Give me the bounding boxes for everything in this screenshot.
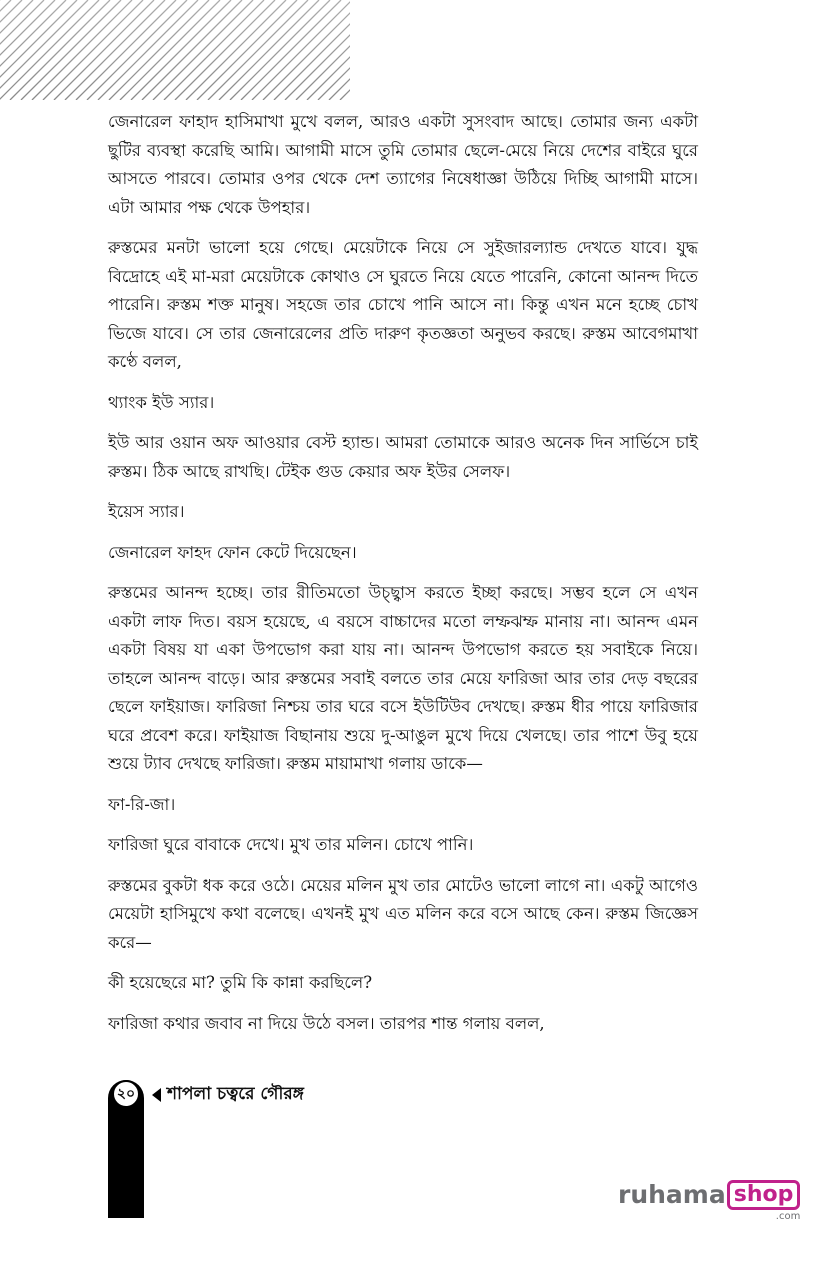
- paragraph: ফা-রি-জা।: [108, 794, 176, 814]
- paragraph: রুস্তমের আনন্দ হচ্ছে। তার রীতিমতো উচ্ছ্বাস করতে ইচ্ছা করছে। সম্ভব হলে সে এখন একটা লাফ দিত। বয়স হয়েছে, এ বয়সে বাচ্চাদের মতো লম্ফঝম্ফ মানায় না। আনন্দ এমন একটা বিষয় যা একা উপভোগ করা যায় না। আনন্দ উপভোগ করতে হয় সবাইকে নিয়ে। তাহলে আনন্দ বাড়ে। আর রুস্তমের সবাই বলতে তার মেয়ে ফারিজা আর তার দেড় বছরের ছেলে ফাইয়াজ। ফারিজা নিশ্চয় তার ঘরে বসে ইউটিউব দেখছে। রুস্তম ধীর পায়ে ফারিজার ঘরে প্রবেশ করে। ফাইয়াজ বিছানায় শুয়ে দু-আঙুল মুখে দিয়ে খেলছে। তার পাশে উবু হয়ে শুয়ে ট্যাব দেখছে ফারিজা। রুস্তম মায়ামাখা গলায় ডাকে—: [108, 583, 698, 773]
- hatch-line: [10, 0, 110, 100]
- paragraph: জেনারেল ফাহদ ফোন কেটে দিয়েছেন।: [108, 542, 357, 562]
- hatch-line: [54, 0, 154, 100]
- watermark-box: [727, 1180, 801, 1222]
- watermark-text: ruhama: [618, 1180, 726, 1209]
- hatch-line: [43, 0, 143, 100]
- paragraph: জেনারেল ফাহাদ হাসিমাখা মুখে বলল, আরও একটা সুসংবাদ আছে। তোমার জন্য একটা ছুটির ব্যবস্থা করেছি আমি। আগামী মাসে তুমি তোমার ছেলে-মেয়ে নিয়ে দেশের বাইরে ঘুরে আসতে পারবে। তোমার ওপর থেকে দেশ ত্যাগের নিষেধাজ্ঞা উঠিয়ে দিচ্ছি আগামী মাসে। এটা আমার পক্ষ থেকে উপহার।: [108, 112, 698, 217]
- paragraph: ফারিজা ঘুরে বাবাকে দেখে। মুখ তার মলিন। চোখে পানি।: [108, 835, 474, 854]
- book-title: শাপলা চত্বরে গৌরঙ্গ: [167, 1084, 304, 1104]
- paragraph: ইয়েস স্যার।: [108, 502, 185, 521]
- hatch-line: [0, 0, 99, 100]
- running-head: [152, 1081, 304, 1109]
- hatch-line: [186, 0, 286, 100]
- hatch-line: [153, 0, 253, 100]
- hatch-line: [230, 0, 330, 100]
- hatch-line: [120, 0, 220, 100]
- hatch-line: [65, 0, 165, 100]
- hatch-line: [87, 0, 187, 100]
- hatch-line: [274, 0, 350, 100]
- paragraph: ইউ আর ওয়ান অফ আওয়ার বেস্ট হ্যান্ড। আমরা তোমাকে আরও অনেক দিন সার্ভিসে চাই রুস্তম। ঠিক আছে রাখছি। টেইক গুড কেয়ার অফ ইউর সেলফ।: [108, 433, 698, 481]
- hatch-line: [131, 0, 231, 100]
- left-arrow-icon: [152, 1088, 161, 1102]
- hatch-line: [21, 0, 121, 100]
- hatch-line: [285, 0, 350, 100]
- watermark-domain: .com: [775, 1211, 801, 1222]
- hatch-line: [197, 0, 297, 100]
- paragraph: কী হয়েছেরে মা? তুমি কি কান্না করছিলে?: [108, 973, 373, 992]
- hatch-line: [98, 0, 198, 100]
- page-number: ২০: [112, 1080, 140, 1108]
- hatch-line: [0, 0, 66, 100]
- hatch-line: [32, 0, 132, 100]
- paragraph: ফারিজা কথার জবাব না দিয়ে উঠে বসল। তারপর শান্ত গলায় বলল,: [108, 1013, 545, 1033]
- paragraph: থ্যাংক ইউ স্যার।: [108, 392, 215, 412]
- diagonal-hatch-decoration: [0, 0, 350, 100]
- hatch-line: [208, 0, 308, 100]
- watermark-logo: [618, 1180, 800, 1222]
- hatch-line: [241, 0, 341, 100]
- paragraph: রুস্তমের বুকটা ধক করে ওঠে। মেয়ের মলিন মুখ তার মোটেও ভালো লাগে না। একটু আগেও মেয়েটা হাসিমুখে কথা বলেছে। এখনই মুখ এত মলিন করে বসে আছে কেন। রুস্তম জিজ্ঞেস করে—: [108, 875, 698, 952]
- hatch-line: [175, 0, 275, 100]
- hatch-line: [219, 0, 319, 100]
- hatch-line: [109, 0, 209, 100]
- hatch-line: [76, 0, 176, 100]
- paragraph: রুস্তমের মনটা ভালো হয়ে গেছে। মেয়েটাকে নিয়ে সে সুইজারল্যান্ড দেখতে যাবে। যুদ্ধ বিদ্রোহে এই মা-মরা মেয়েটাকে কোথাও সে ঘুরতে নিয়ে যেতে পারেনি, কোনো আনন্দ দিতে পারেনি। রুস্তম শক্ত মানুষ। সহজে তার চোখে পানি আসে না। কিন্তু এখন মনে হচ্ছে চোখ ভিজে যাবে। সে তার জেনারেলের প্রতি দারুণ কৃতজ্ঞতা অনুভব করছে। রুস্তম আবেগমাখা কণ্ঠে বলল,: [108, 238, 698, 371]
- watermark-highlight: shop: [727, 1180, 801, 1210]
- hatch-line: [164, 0, 264, 100]
- page-body: [108, 108, 698, 1050]
- hatch-line: [142, 0, 242, 100]
